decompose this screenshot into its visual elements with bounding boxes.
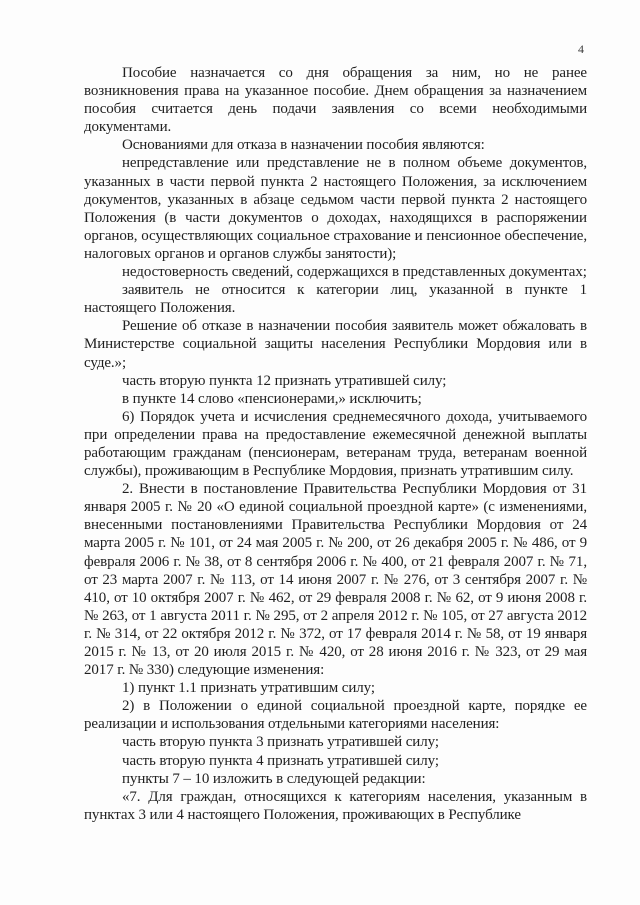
page-number: 4: [578, 42, 584, 56]
paragraph-item-3-repeal: часть вторую пункта 3 признать утратившей силу;: [122, 734, 439, 751]
paragraph-refusal-incomplete-documents: непредставление или представление не в полном объеме документов, указанных в части первой пункта 2 настоящего Положения, за исключением документов, указанных в абзаце седьмом части первой пункта 2 настоящего Положения (в части документов о доходах, находящихся в распоряжении органов, осуществляющих социальное страхование и пенсионное обеспечение, налоговых органов и органов службы занятости);: [84, 155, 587, 262]
paragraph-appeal-decision: Решение об отказе в назначении пособия заявитель может обжаловать в Министерстве социальной защиты населения Республики Мордовия или в суде.»;: [84, 318, 587, 371]
paragraph-travel-card-regulation: 2) в Положении о единой социальной проездной карте, порядке ее реализации и использования отдельными категориями населения:: [84, 698, 587, 733]
paragraph-income-procedure-repeal: 6) Порядок учета и исчисления среднемесячного дохода, учитываемого при определении права на предоставление ежемесячной денежной выплаты работающим гражданам (пенсионерам, ветеранам труда, ветеранам военной службы), проживающим в Республике Мордовия, признать утратившим силу.: [84, 408, 587, 480]
paragraph-refusal-not-eligible: заявитель не относится к категории лиц, указанной в пункте 1 настоящего Положения.: [84, 282, 587, 317]
paragraph-item-1-1-repeal: 1) пункт 1.1 признать утратившим силу;: [122, 680, 375, 697]
paragraph-items-7-10-new-wording: пункты 7 – 10 изложить в следующей редакции:: [122, 770, 426, 787]
paragraph-item-12-repeal: часть вторую пункта 12 признать утратившей силу;: [122, 372, 447, 389]
paragraph-benefit-start-date: Пособие назначается со дня обращения за ним, но не ранее возникновения права на указанное пособие. Днем обращения за назначением пособия считается день подачи заявления со всеми необходимыми документами.: [84, 65, 587, 136]
paragraph-refusal-grounds-heading: Основаниями для отказа в назначении пособия являются:: [122, 137, 485, 154]
paragraph-item-14-amendment: в пункте 14 слово «пенсионерами,» исключить;: [122, 390, 422, 407]
paragraph-amend-resolution-20: 2. Внести в постановление Правительства Республики Мордовия от 31 января 2005 г. № 20 «О единой социальной проездной карте» (с изменениями, внесенными постановлениями Правительства Республики Мордовия от 24 марта 2005 г. № 101, от 24 мая 2005 г. № 200, от 26 декабря 2005 г. № 486, от 9 февраля 2006 г. № 38, от 8 сентября 2006 г. № 400, от 21 февраля 2007 г. № 71, от 23 марта 2007 г. № 113, от 14 июня 2007 г. № 276, от 3 сентября 2007 г. № 410, от 10 октября 2007 г. № 462, от 29 февраля 2008 г. № 62, от 9 июня 2008 г. № 263, от 1 августа 2011 г. № 295, от 2 апреля 2012 г. № 105, от 27 августа 2012 г. № 314, от 22 октября 2012 г. № 372, от 17 февраля 2014 г. № 58, от 19 января 2015 г. № 13, от 20 июля 2015 г. № 420, от 28 июня 2016 г. № 323, от 29 мая 2017 г. № 330) следующие изменения:: [84, 481, 587, 679]
paragraph-refusal-unreliable-data: недостоверность сведений, содержащихся в представленных документах;: [122, 264, 587, 281]
document-body: [84, 64, 587, 824]
paragraph-item-7-text: «7. Для граждан, относящихся к категориям населения, указанным в пунктах 3 или 4 настоящего Положения, проживающих в Республике: [84, 788, 587, 823]
paragraph-item-4-repeal: часть вторую пункта 4 признать утратившей силу;: [122, 752, 439, 769]
